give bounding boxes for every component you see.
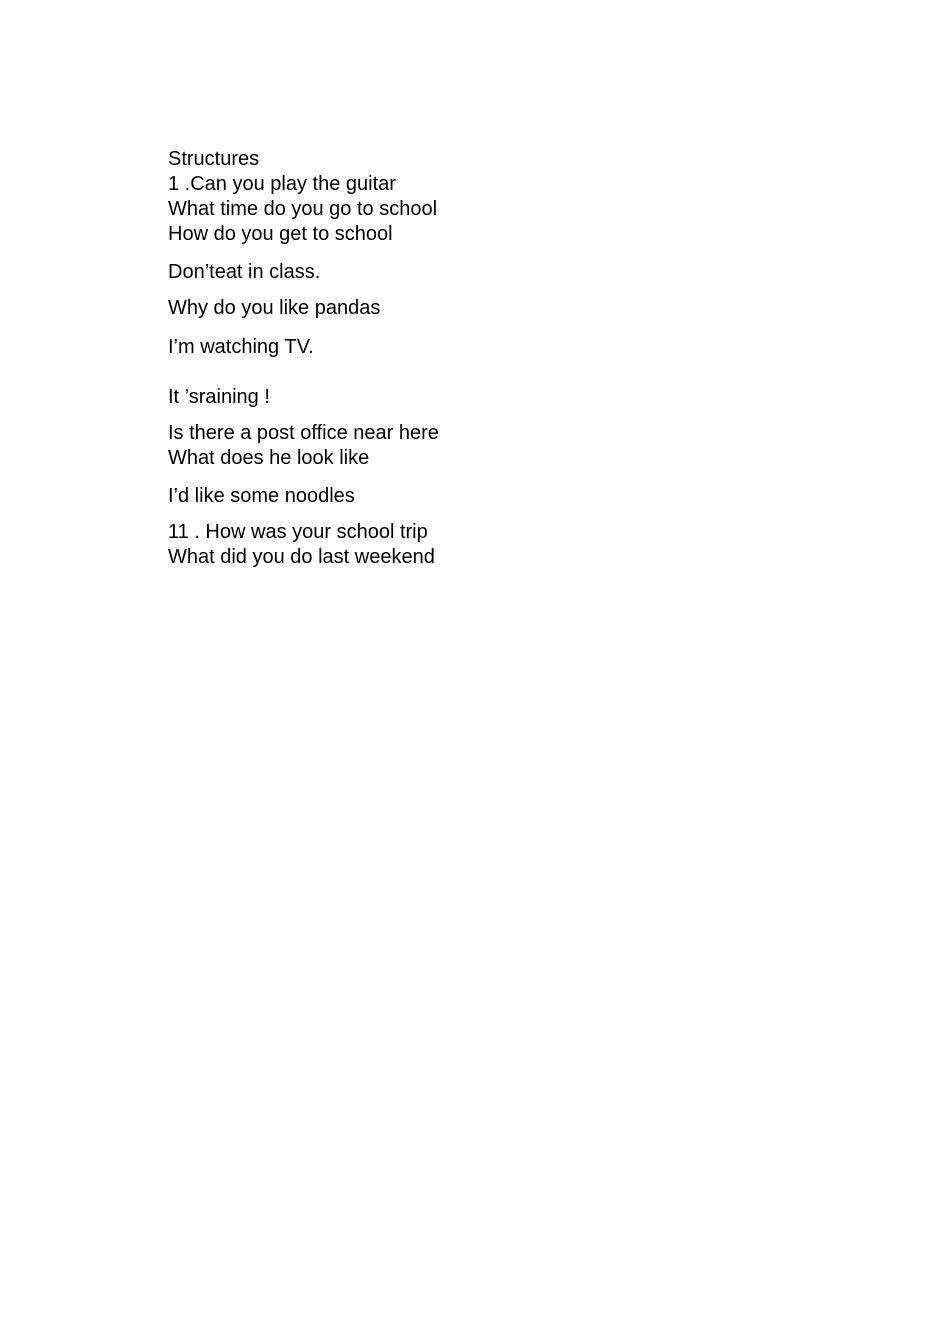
- structure-line: I’m watching TV.: [168, 336, 314, 358]
- structure-line: Why do you like pandas: [168, 297, 381, 319]
- structure-line: What did you do last weekend: [168, 546, 435, 568]
- structure-line: What time do you go to school: [168, 198, 438, 220]
- structure-line: Is there a post office near here: [168, 422, 439, 444]
- structure-line: Don’teat in class.: [168, 261, 321, 283]
- structure-line: 1 .Can you play the guitar: [168, 173, 396, 195]
- structure-line: 11 . How was your school trip: [168, 521, 428, 543]
- structure-line: What does he look like: [168, 447, 370, 469]
- section-heading: Structures: [168, 148, 260, 170]
- structure-line: I’d like some noodles: [168, 485, 355, 507]
- structure-line: How do you get to school: [168, 223, 393, 245]
- structure-line: It ’sraining !: [168, 386, 270, 408]
